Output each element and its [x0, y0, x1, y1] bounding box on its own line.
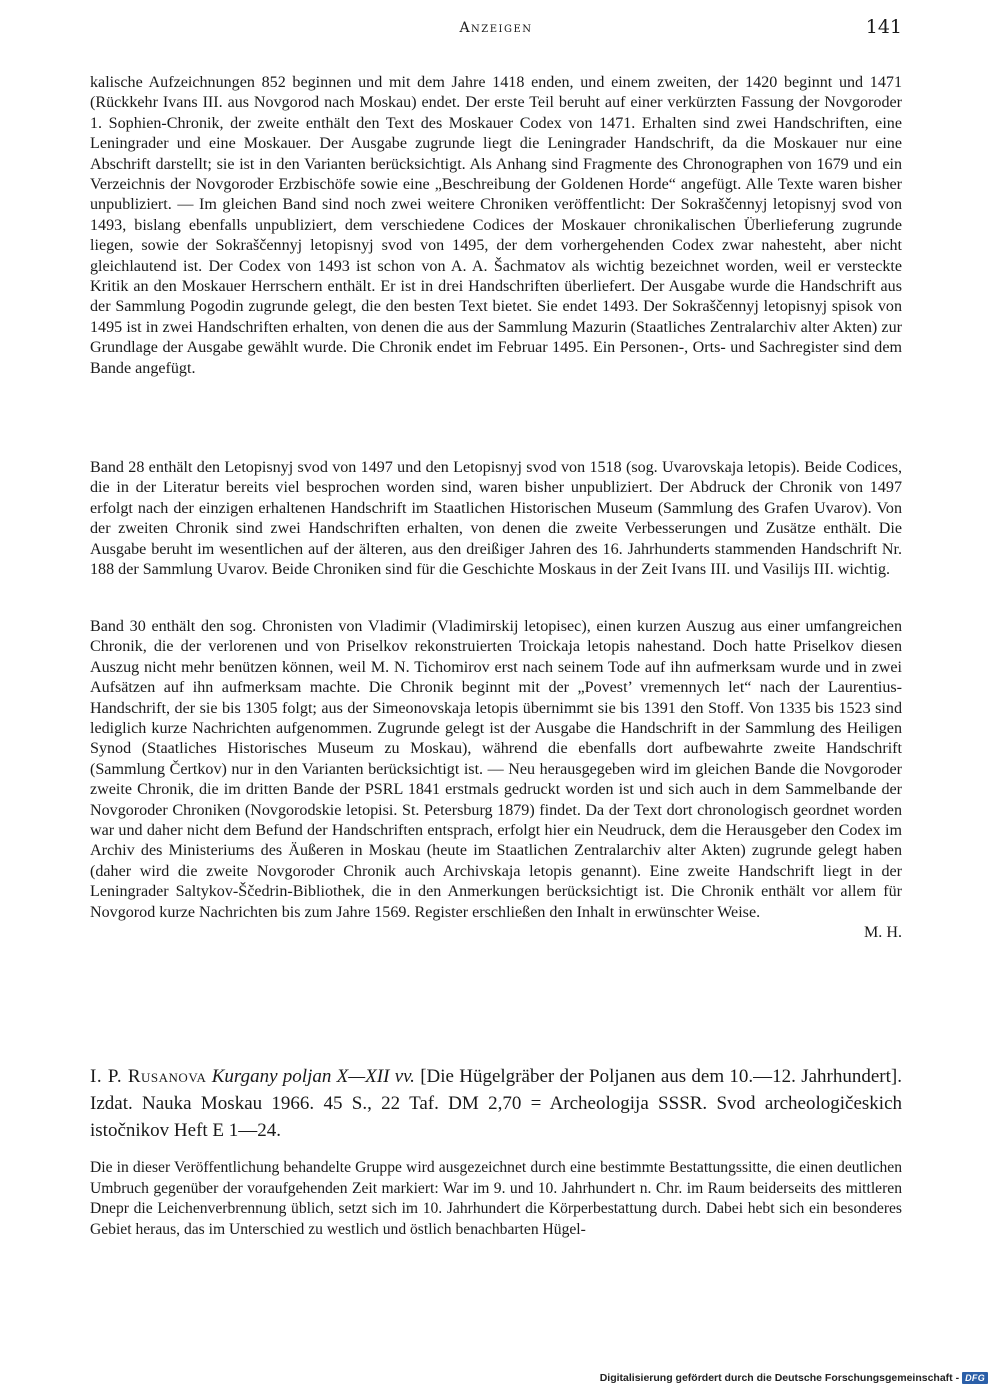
digitization-footer: [600, 1372, 988, 1384]
body-paragraph-1: [90, 73, 902, 379]
paragraph-text: Die in dieser Veröffentlichung behandelte Gruppe wird ausgezeichnet durch eine bestimmte Bestattungssitte, die einen deutlichen Umbruch gegenüber der voraufgehenden Zeit markiert: War im 9. und 10. Jahrhundert n. Chr. im Raum beiderseits des mittleren Dnepr die Leichenverbrennung üblich, setzt sich im 10. Jahrhundert die Körperbestattung durch. Dabei hebt sich ein besonderes Gebiet heraus, das im Unterschied zu westlich und östlich benachbarten Hügel-: [90, 1159, 902, 1238]
reviewer-signature: M. H.: [863, 924, 902, 942]
page-header: [90, 12, 902, 44]
footer-text: Digitalisierung gefördert durch die Deutsche Forschungsgemeinschaft -: [599, 1372, 960, 1384]
paragraph-text: kalische Aufzeichnungen 852 beginnen und mit dem Jahre 1418 enden, und einem zweiten, der 1420 beginnt und 1471 (Rückkehr Ivans III. aus Novgorod nach Moskau) endet. Der erste Teil beruht auf einer verkürzten Fassung der Novgoroder 1. Sophien-Chronik, der zweite enthält den Text des Moskauer Codex von 1471. Erhalten sind zwei Handschriften, eine Leningrader und eine Moskauer. Der Ausgabe zugrunde liegt die Leningrader Handschrift, da die Moskauer nur eine Abschrift darstellt; sie ist in den Varianten berücksichtigt. Als Anhang sind Fragmente des Chronographen von 1679 und ein Verzeichnis der Novgoroder Erzbischöfe sowie eine „Beschreibung der Goldenen Horde“ angefügt. Alle Texte waren bisher unpubliziert. — Im gleichen Band sind noch zwei weitere Chroniken veröffentlicht: Der Sokraščennyj letopisnyj svod von 1493, bislang ebenfalls unpubliziert, dem verschiedene Codices der Moskauer chronikalischen Überlieferung zugrunde liegen, sowie der Sokraščennyj letopisnyj svod von 1495, der dem vorhergehenden Codex zwar nahesteht, aber nicht gleichlautend ist. Der Codex von 1493 ist schon von A. A. Šachmatov als wichtig bezeichnet worden, weil er versteckte Kritik an den Moskauer Herrschern enthält. Er ist in drei Handschriften überliefert. Der Ausgabe wurde die Handschrift aus der Sammlung Pogodin zugrunde gelegt, die den besten Text bietet. Sie endet 1493. Der Sokraščennyj letopisnyj spisok von 1495 ist in zwei Handschriften erhalten, von denen die aus der Sammlung Mazurin (Staatliches Zentralarchiv alter Akten) zur Grundlage der Ausgabe gewählt wurde. Die Chronik endet im Februar 1495. Ein Personen-, Orts- und Sachregister sind dem Bande angefügt.: [90, 74, 902, 377]
book-citation: [90, 1063, 902, 1144]
paragraph-text: Band 28 enthält den Letopisnyj svod von 1497 und den Letopisnyj svod von 1518 (sog. Uvarovskaja letopis). Beide Codices, die in der Literatur bereits viel besprochen worden sind, waren bisher unpubliziert. Der Abdruck der Chronik von 1497 erfolgt nach der einzigen erhaltenen Handschrift im Staatlichen Historischen Museum (Sammlung des Grafen Uvarov). Von der zweiten Chronik sind zwei Handschriften erhalten, von denen die zweite Verbesserungen und Zusätze enthält. Die Ausgabe beruht im wesentlichen auf der älteren, aus den dreißiger Jahren des 16. Jahrhunderts stammenden Handschrift Nr. 188 der Sammlung Uvarov. Beide Chroniken sind für die Geschichte Moskaus in der Zeit Ivans III. und Vasilijs III. wichtig.: [90, 459, 902, 579]
citation-title: Kurgany poljan X—XII vv.: [211, 1066, 415, 1087]
body-paragraph-2: [90, 458, 902, 580]
review-paragraph: [90, 1158, 902, 1240]
page-number: 141: [865, 16, 902, 38]
dfg-logo: DFG: [962, 1372, 988, 1384]
body-paragraph-3: [90, 617, 902, 944]
citation-details: [Die Hügelgräber der Poljanen aus dem 10.—12. Jahrhundert]. Izdat. Nauka Moskau 1966. 45 S., 22 Taf. DM 2,70 = Archeologija SSSR. Svod archeologičeskich istočnikov Heft E 1—24.: [90, 1066, 902, 1141]
paragraph-text: Band 30 enthält den sog. Chronisten von Vladimir (Vladimirskij letopisec), einen kurzen Auszug aus einer umfangreichen Chronik, die der verlorenen und von Priselkov rekonstruierten Troickaja letopis nahestand. Doch hatte Priselkov diesen Auszug nicht mehr benützen können, weil M. N. Tichomirov erst nach seinem Tode auf ihn aufmerksam wurde und in zwei Aufsätzen auf ihn aufmerksam machte. Die Chronik beginnt mit der „Povest’ vremennych let“ nach der Laurentius-Handschrift, der sie bis 1305 folgt; aus der Simeonovskaja letopis übernimmt sie bis 1391 den Stoff. Von 1335 bis 1523 sind lediglich kurze Nachrichten aufgenommen. Zugrunde gelegt ist der Ausgabe die Handschrift in der Sammlung des Heiligen Synod (Staatliches Historisches Museum zu Moskau), während die ebenfalls dort aufbewahrte zweite Handschrift (Sammlung Čertkov) nur in den Varianten berücksichtigt ist. — Neu herausgegeben wird im gleichen Bande die Novgoroder zweite Chronik, die im dritten Bande der PSRL 1841 erstmals gedruckt worden ist und sich auch in dem Sammelbande der Novgoroder Chroniken (Novgorodskie letopisi. St. Petersburg 1879) findet. Da der Text dort chronologisch geordnet worden war und daher nicht dem Befund der Handschriften entsprach, erfolgt hier ein Neudruck, dem die Herausgeber den Codex im Archiv des Ministeriums des Äußeren in Moskau (heute im Staatlichen Zentralarchiv alter Akten) zugrunde gelegt haben (daher wird die zweite Novgoroder Chronik auch Archivskaja letopis genannt). Eine zweite Handschrift liegt in der Leningrader Saltykov-Ščedrin-Bibliothek, die in den Anmerkungen berücksichtigt ist. Die Chronik enthält vor allem für Novgorod kurze Nachrichten bis zum Jahre 1569. Register erschließen den Inhalt in erwünschter Weise.: [90, 618, 902, 921]
running-title: Anzeigen: [459, 20, 533, 36]
citation-author: I. P. Rusanova: [90, 1066, 207, 1087]
